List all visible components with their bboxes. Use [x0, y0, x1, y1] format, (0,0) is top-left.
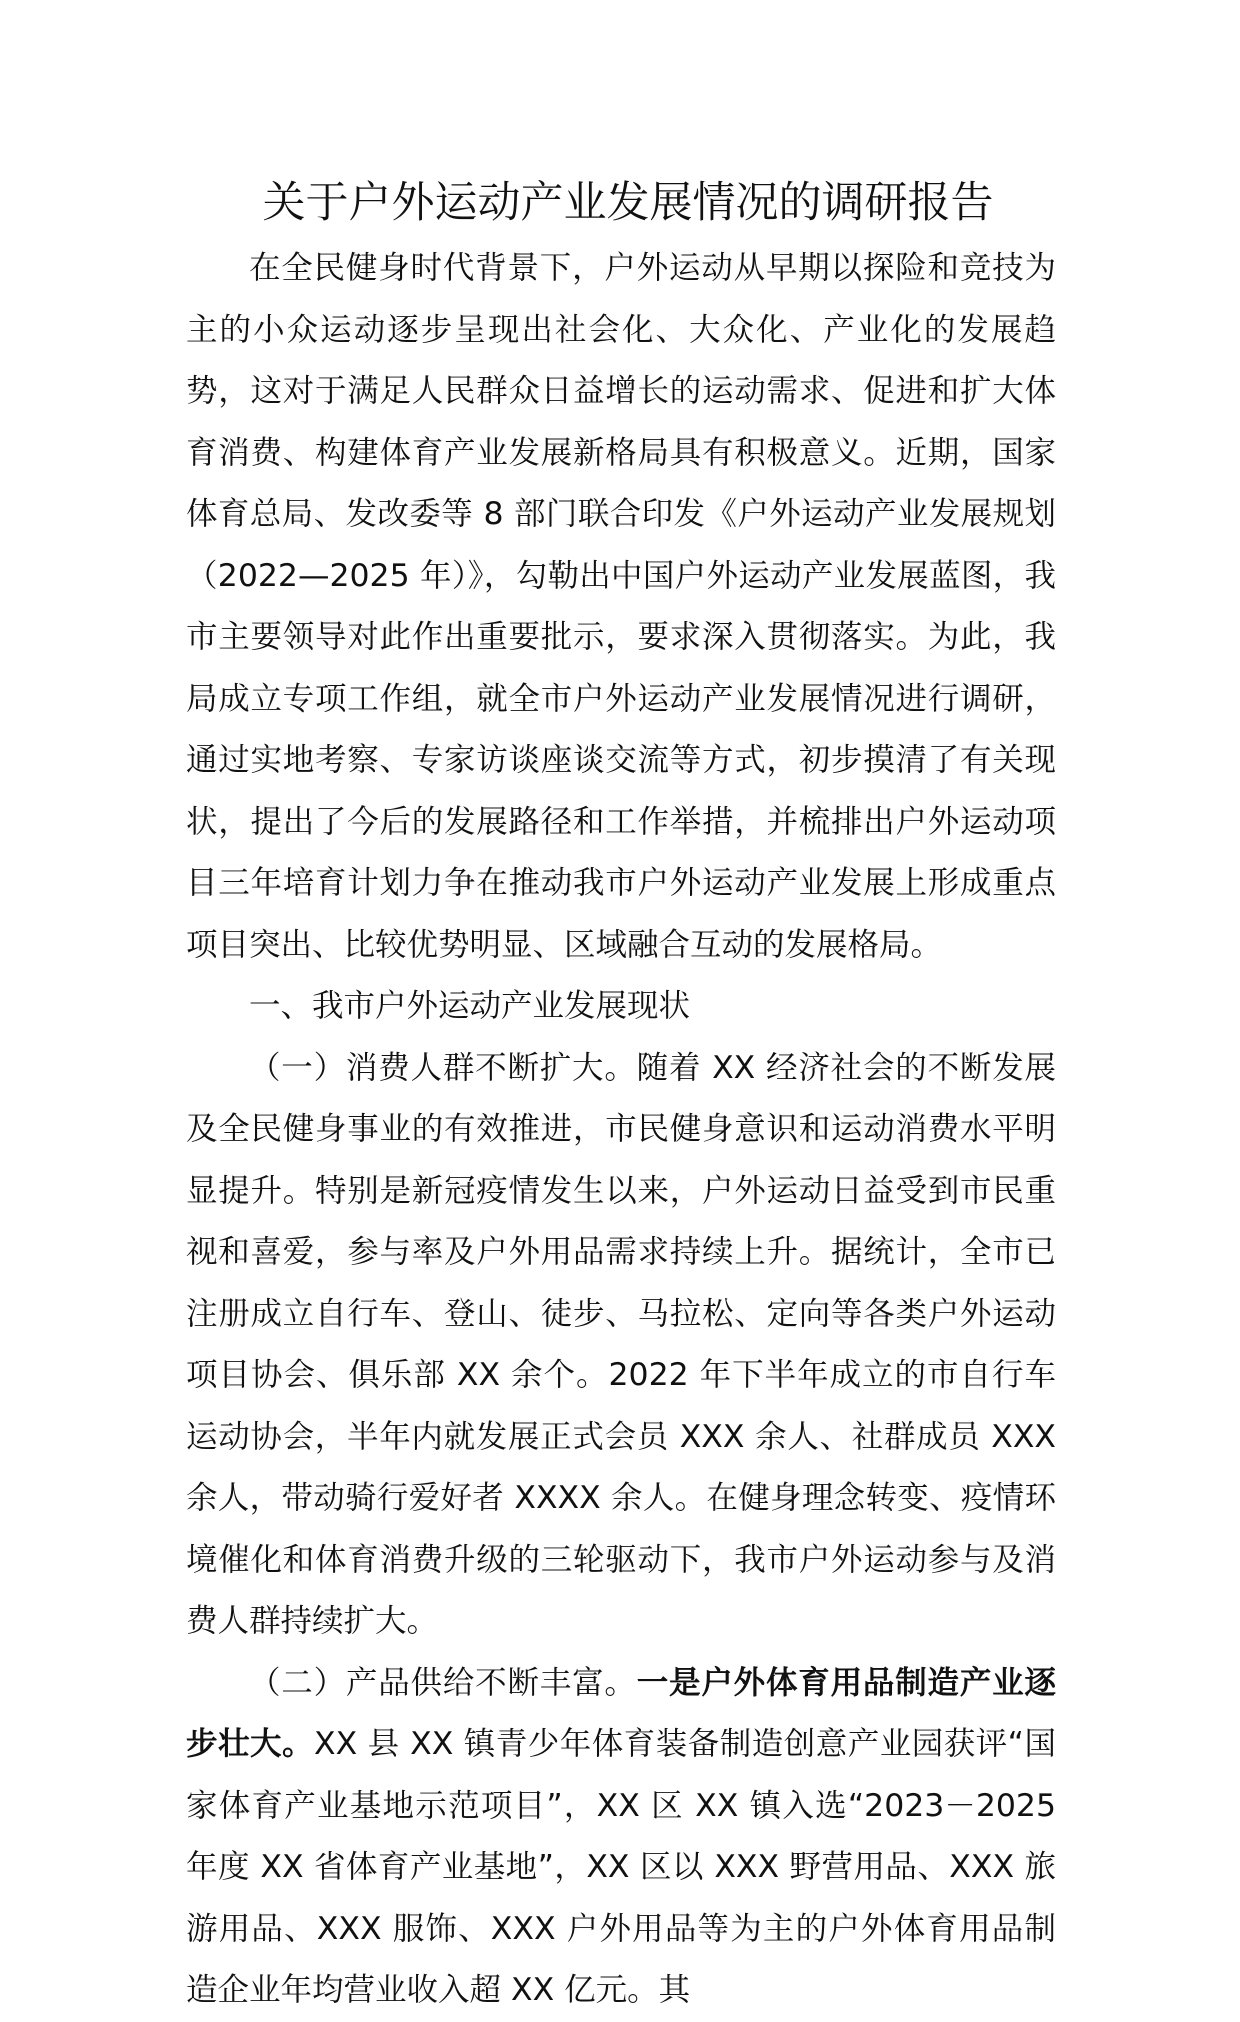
- section-1-paragraph-2: [186, 1653, 1056, 2022]
- section-heading: 一、我市户外运动产业发展现状: [249, 988, 691, 1024]
- document-title: 关于户外运动产业发展情况的调研报告: [262, 178, 994, 228]
- bold-highlight: 一是户外体育用品制造产业逐步壮大。: [186, 1664, 1056, 1762]
- intro-paragraph: 在全民健身时代背景下，户外运动从早期以探险和竞技为主的小众运动逐步呈现出社会化、大众化、产业化的发展趋势，这对于满足人民群众日益增长的运动需求、促进和扩大体育消费、构建体育产业发展新格局具有积极意义。近期，国家体育总局、发改委等 8 部门联合印发《户外运动产业发展规划（2022—2025 年）》，勾勒出中国户外运动产业发展蓝图，我市主要领导对此作出重要批示，要求深入贯彻落实。为此，我局成立专项工作组，就全市户外运动产业发展情况进行调研，通过实地考察、专家访谈座谈交流等方式，初步摸清了有关现状，提出了今后的发展路径和工作举措，并梳排出户外运动项目三年培育计划力争在推动我市户外运动产业发展上形成重点项目突出、比较优势明显、区域融合互动的发展格局。: [186, 250, 1056, 963]
- paragraph-body: XX 县 XX 镇青少年体育装备制造创意产业园获评“国家体育产业基地示范项目”，XX 区 XX 镇入选“2023－2025 年度 XX 省体育产业基地”，XX 区以 XXX 野营用品、XXX 旅游用品、XXX 服饰、XXX 户外用品等为主的户外体育用品制造企业年均营业收入超 XX 亿元。其: [186, 1726, 1056, 2008]
- section-1-paragraph-1: （一）消费人群不断扩大。随着 XX 经济社会的不断发展及全民健身事业的有效推进，市民健身意识和运动消费水平明显提升。特别是新冠疫情发生以来，户外运动日益受到市民重视和喜爱，参与率及户外用品需求持续上升。据统计，全市已注册成立自行车、登山、徒步、马拉松、定向等各类户外运动项目协会、俱乐部 XX 余个。2022 年下半年成立的市自行车运动协会，半年内就发展正式会员 XXX 余人、社群成员 XXX 余人，带动骑行爱好者 XXXX 余人。在健身理念转变、疫情环境催化和体育消费升级的三轮驱动下，我市户外运动参与及消费人群持续扩大。: [186, 1049, 1056, 1639]
- document-page: [186, 168, 1056, 2022]
- subsection-lead: （二）产品供给不断丰富。: [249, 1664, 637, 1701]
